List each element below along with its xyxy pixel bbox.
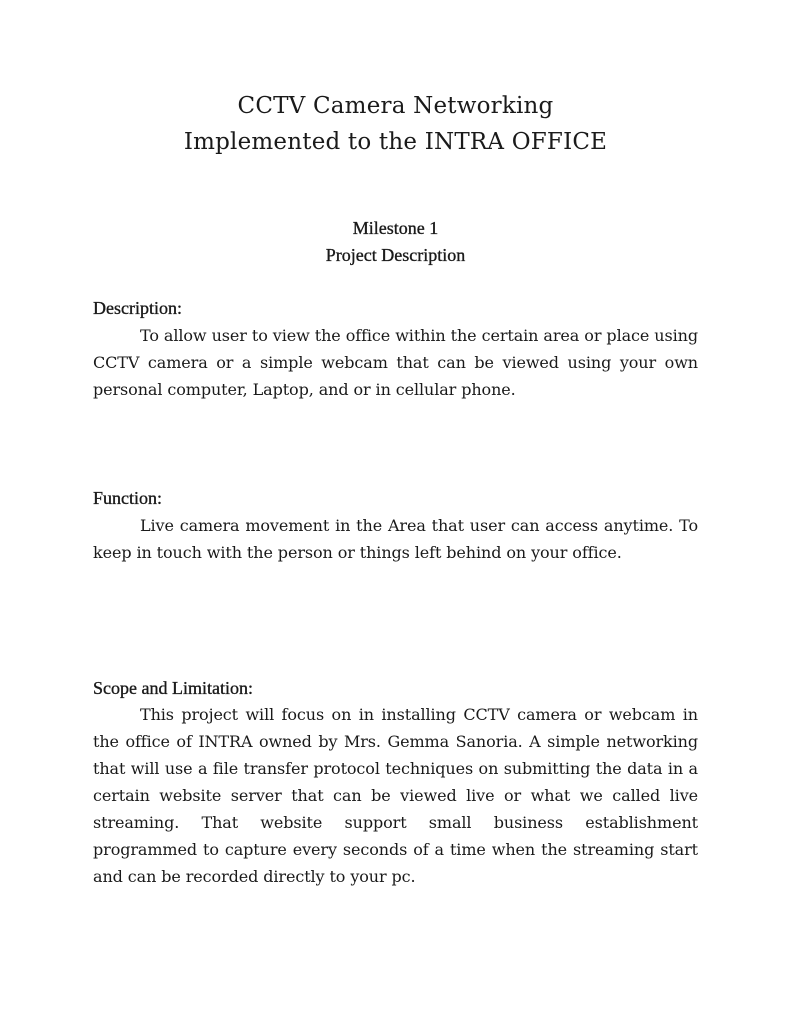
milestone-label: Milestone 1: [352, 218, 439, 238]
section-heading-function: Function:: [93, 488, 163, 508]
section-heading-description: Description:: [93, 298, 182, 318]
section-body-description: To allow user to view the office within the certain area or place using CCTV camera or a simple webcam that can be viewed using your own personal computer, Laptop, and or in cellular phone.: [93, 326, 698, 399]
section-heading-scope: Scope and Limitation:: [93, 678, 253, 698]
document-title-line-2: Implemented to the INTRA OFFICE: [183, 129, 608, 155]
subtitle: Project Description: [325, 245, 466, 265]
document-title-line-1: CCTV Camera Networking: [237, 93, 554, 119]
section-body-scope: This project will focus on in installing CCTV camera or webcam in the office of INTRA owned by Mrs. Gemma Sanoria. A simple networking that will use a file transfer protocol techniques on submitting the data in a certain website server that can be viewed live or what we called live streaming. That website support small business establishment programmed to capture every seconds of a time when the streaming start and can be recorded directly to your pc.: [93, 705, 698, 886]
section-body-function: Live camera movement in the Area that user can access anytime. To keep in touch with the person or things left behind on your office.: [93, 516, 698, 562]
